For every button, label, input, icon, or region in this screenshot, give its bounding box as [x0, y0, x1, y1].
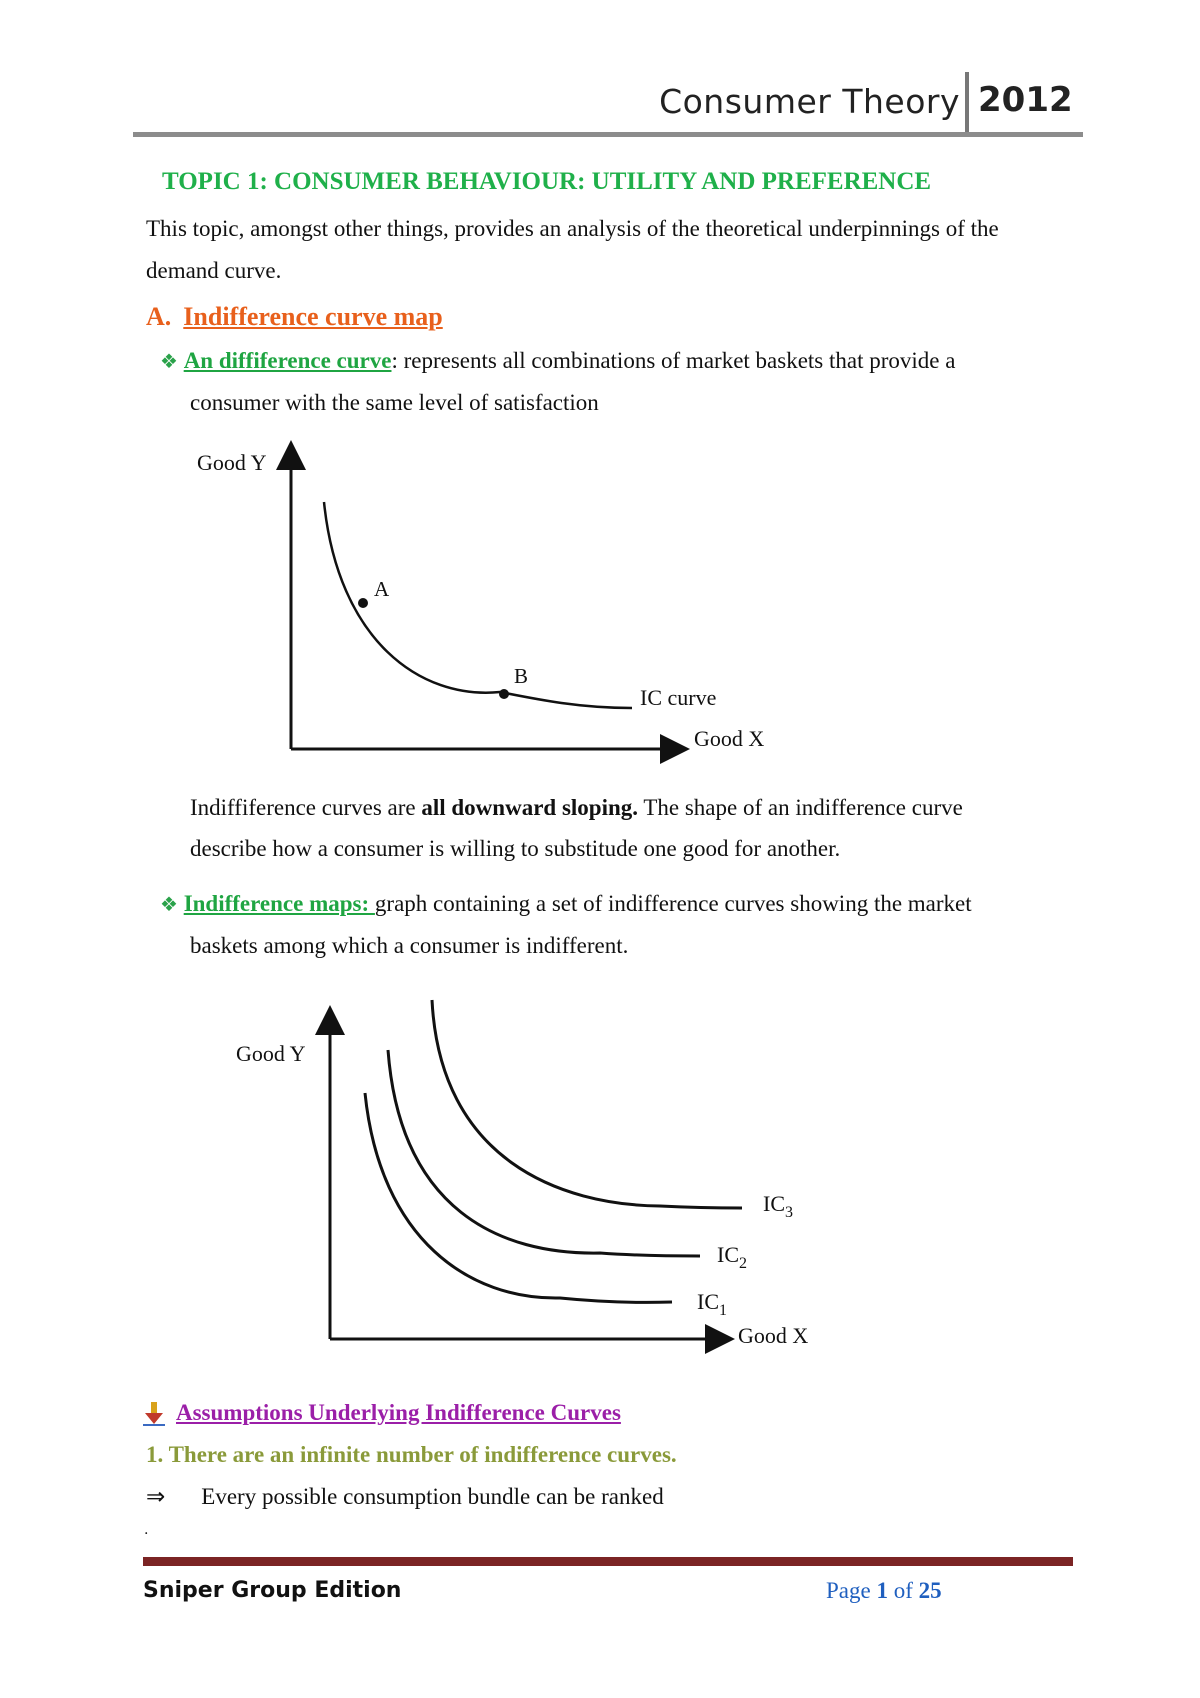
- implies-symbol: ⇒: [146, 1484, 166, 1509]
- implies-line: [146, 1484, 664, 1510]
- fig1-label-b: B: [514, 664, 529, 688]
- fig1-point-a: [358, 598, 368, 608]
- down-arrow-icon: [143, 1402, 165, 1425]
- diamond-bullet-icon: ❖: [160, 892, 178, 916]
- bullet-2: [160, 891, 972, 917]
- fig2-ic1-base: IC: [697, 1289, 719, 1314]
- fig2-x-label: Good X: [738, 1323, 809, 1348]
- fig1-y-label: Good Y: [197, 450, 267, 475]
- intro-line-1: This topic, amongst other things, provides an analysis of the theoretical underpinnings of the: [146, 216, 999, 241]
- section-letter: A.: [146, 302, 172, 331]
- implies-text: Every possible consumption bundle can be ranked: [201, 1484, 664, 1509]
- stray-dot: .: [144, 1522, 149, 1538]
- fig1-curve-label: IC curve: [640, 685, 717, 710]
- footer-page-word: Page: [826, 1578, 877, 1603]
- assumption-point-1: 1. There are an infinite number of indifference curves.: [146, 1442, 677, 1467]
- para-2-bold: all downward sloping.: [421, 795, 639, 820]
- fig2-ic2-label: [717, 1242, 747, 1272]
- footer-total: 25: [918, 1578, 942, 1603]
- fig2-ic1-label: [697, 1289, 727, 1319]
- fig2-ic3-sub: 3: [785, 1204, 793, 1221]
- header-title: Consumer Theory: [659, 82, 960, 121]
- fig2-ic3-label: [763, 1191, 793, 1221]
- topic-heading: TOPIC 1: CONSUMER BEHAVIOUR: UTILITY AND PREFERENCE: [162, 168, 932, 195]
- bullet-1-text: : represents all combinations of market baskets that provide a: [391, 348, 956, 373]
- fig2-y-label: Good Y: [236, 1041, 306, 1066]
- diamond-bullet-icon: ❖: [160, 349, 178, 373]
- fig2-ic2-curve: [388, 1050, 700, 1256]
- footer-of-word: of: [887, 1578, 919, 1603]
- bullet-2-term: Indifference maps:: [183, 891, 375, 916]
- fig2-ic1-curve: [365, 1093, 672, 1302]
- assumptions-heading: Assumptions Underlying Indifference Curves: [176, 1400, 621, 1425]
- fig2-ic2-base: IC: [717, 1242, 739, 1267]
- bullet-2-line-2: baskets among which a consumer is indifferent.: [190, 933, 629, 958]
- para-2-line-1: [190, 795, 963, 821]
- intro-line-2: demand curve.: [146, 258, 282, 283]
- footer-page-num: 1: [876, 1578, 888, 1603]
- footer-rule: [143, 1557, 1073, 1566]
- fig1-x-label: Good X: [694, 726, 765, 751]
- fig2-ic2-sub: 2: [739, 1255, 747, 1272]
- para-2-pre: Indiffiference curves are: [190, 795, 422, 820]
- fig1-point-b: [499, 689, 509, 699]
- header-year: 2012: [978, 80, 1073, 120]
- bullet-2-text: graph containing a set of indifference curves showing the market: [374, 891, 972, 916]
- footer-page-number: [826, 1578, 942, 1604]
- footer-edition: Sniper Group Edition: [143, 1578, 402, 1603]
- para-2-post: The shape of an indifference curve: [638, 795, 963, 820]
- fig1-ic-curve: [324, 502, 632, 708]
- fig2-ic1-sub: 1: [719, 1302, 727, 1319]
- bullet-1-line-2: consumer with the same level of satisfaction: [190, 390, 599, 415]
- fig2-ic3-curve: [432, 1000, 742, 1208]
- fig2-ic3-base: IC: [763, 1191, 785, 1216]
- fig1-label-a: A: [374, 577, 390, 601]
- para-2-line-2: describe how a consumer is willing to substitude one good for another.: [190, 836, 841, 861]
- section-title: Indifference curve map: [183, 302, 443, 331]
- bullet-1-term: An diffiference curve: [183, 348, 392, 373]
